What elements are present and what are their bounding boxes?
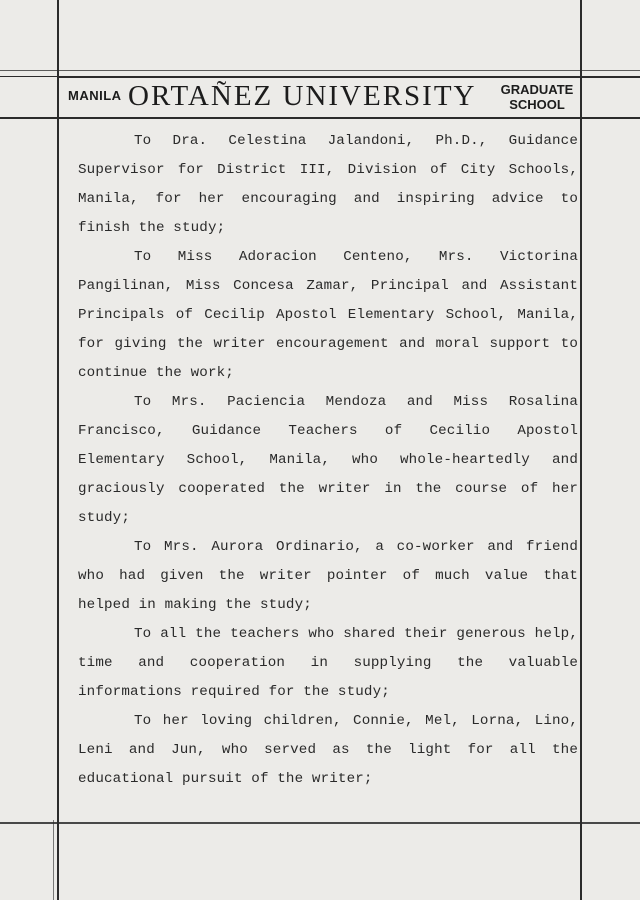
acknowledgment-paragraph: To Miss Adoracion Centeno, Mrs. Victorina Pangilinan, Miss Concesa Zamar, Principal and Assistant Principals of Cecilip Apostol Elementary School, Manila, for giving the writer encouragement and moral support to continue the work; (78, 249, 578, 381)
letterhead-school (497, 82, 577, 112)
acknowledgment-paragraph: To Mrs. Aurora Ordinario, a co-worker and friend who had given the writer pointer of much value that helped in making the study; (78, 539, 578, 613)
form-rule-top (0, 70, 640, 71)
acknowledgment-body (78, 127, 578, 794)
letterhead (62, 78, 576, 118)
letterhead-school-line1: GRADUATE (500, 82, 574, 97)
acknowledgment-paragraph: To all the teachers who shared their generous help, time and cooperation in supplying the valuable informations required for the study; (78, 626, 578, 700)
acknowledgment-paragraph: To her loving children, Connie, Mel, Lorna, Lino, Leni and Jun, who served as the light for all the educational pursuit of the writer; (78, 713, 578, 787)
letterhead-city: MANILA (68, 88, 122, 103)
header-rule-left (0, 76, 58, 77)
margin-rule-right (580, 0, 582, 900)
margin-rule-left-lower (53, 820, 54, 900)
acknowledgment-paragraph: To Dra. Celestina Jalandoni, Ph.D., Guidance Supervisor for District III, Division of City Schools, Manila, for her encouraging and inspiring advice to finish the study; (78, 133, 578, 236)
margin-rule-left (57, 0, 59, 900)
letterhead-university-name: ORTAÑEZ UNIVERSITY (128, 80, 477, 112)
acknowledgment-paragraph: To Mrs. Paciencia Mendoza and Miss Rosalina Francisco, Guidance Teachers of Cecilio Apostol Elementary School, Manila, who whole-heartedly and graciously cooperated the writer in the course of her study; (78, 394, 578, 526)
form-rule-bottom (0, 822, 640, 824)
letterhead-school-line2: SCHOOL (509, 97, 565, 112)
